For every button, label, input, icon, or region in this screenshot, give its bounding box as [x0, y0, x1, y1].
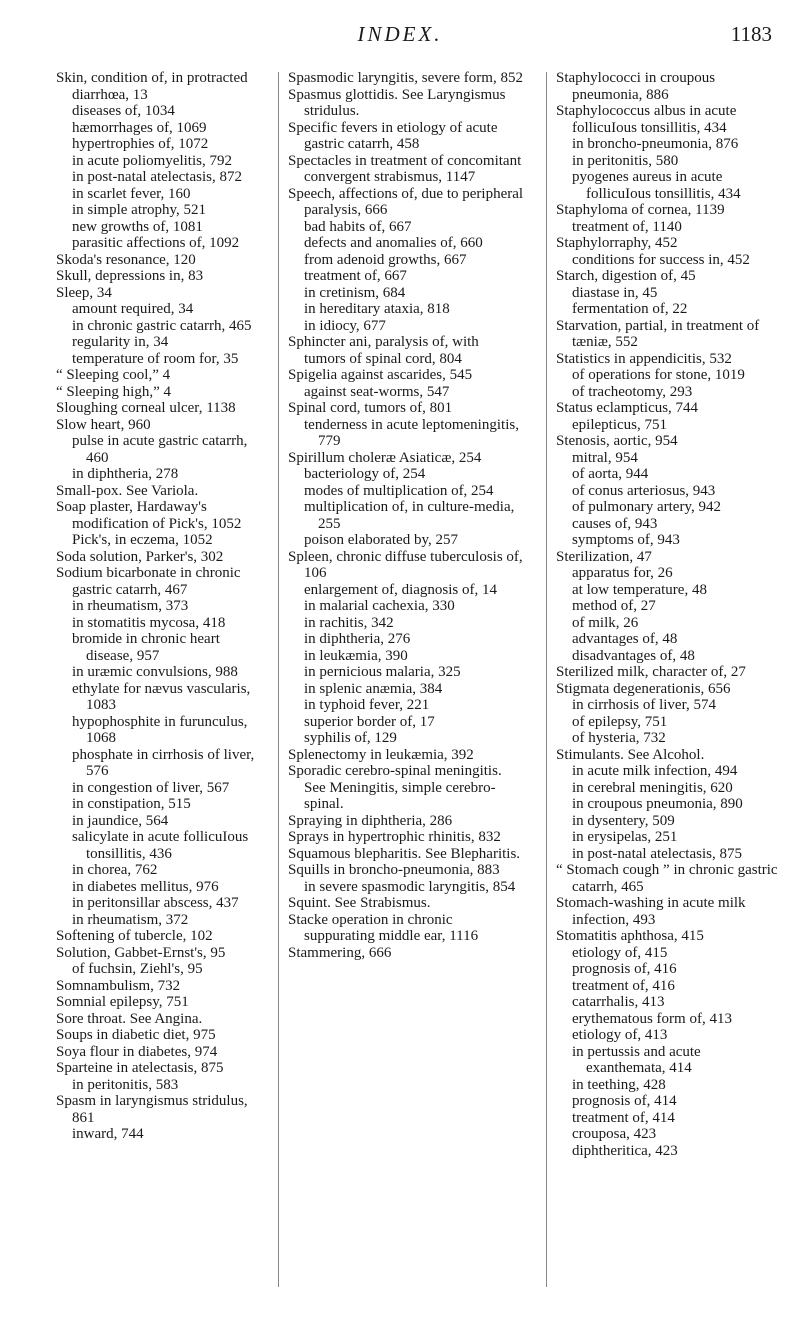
index-entry: Spectacles in treatment of concomitant convergent strabismus, 1147	[288, 152, 522, 185]
index-subentry: in cerebral meningitis, 620	[572, 779, 733, 796]
index-subentry: enlargement of, diagnosis of, 14	[304, 581, 498, 598]
index-entry: Sleep, 34	[56, 284, 112, 301]
index-subentry: in hereditary ataxia, 818	[304, 301, 450, 317]
index-subentry: method of, 27	[572, 598, 656, 614]
index-subentry: in simple atrophy, 521	[72, 202, 207, 218]
index-entry: Squint. See Strabismus.	[288, 895, 431, 911]
index-entry: Skin, condition of, in protracted diarrhœa, 13	[56, 70, 248, 103]
index-subentry: treatment of, 667	[304, 268, 407, 284]
index-subentry: inward, 744	[72, 1126, 144, 1142]
index-subentry: in diphtheria, 276	[304, 631, 411, 647]
index-subentry: from adenoid growths, 667	[304, 251, 467, 268]
index-subentry: in croupous pneumonia, 890	[572, 796, 743, 812]
index-entry: Skull, depressions in, 83	[56, 268, 204, 284]
index-subentry: of tracheotomy, 293	[572, 383, 693, 400]
index-subentry: in teething, 428	[572, 1076, 666, 1093]
index-subentry: defects and anomalies of, 660	[304, 235, 483, 251]
index-entry: Status eclampticus, 744	[556, 400, 699, 416]
index-subentry: of aorta, 944	[572, 466, 649, 482]
index-entry: Squills in broncho-pneumonia, 883	[288, 862, 500, 878]
index-subentry: apparatus for, 26	[572, 565, 673, 581]
index-entry: Sterilized milk, character of, 27	[556, 664, 746, 680]
index-subentry: in diabetes mellitus, 976	[72, 878, 219, 895]
index-subentry: in peritonitis, 583	[72, 1076, 179, 1093]
index-entry: Statistics in appendicitis, 532	[556, 350, 732, 367]
index-subentry: in chronic gastric catarrh, 465	[72, 317, 252, 334]
index-subentry: in constipation, 515	[72, 796, 191, 812]
index-subentry: in post-natal atelectasis, 872	[72, 169, 242, 185]
index-subentry: hypophosphite in furunculus, 1068	[72, 713, 248, 746]
index-entry: Splenectomy in leukæmia, 392	[288, 746, 474, 763]
index-entry: Stammering, 666	[288, 944, 392, 961]
index-subentry: salicylate in acute follicuIous tonsillitis, 436	[72, 829, 249, 862]
index-subentry: new growths of, 1081	[72, 218, 203, 235]
index-entry: Staphylococcus albus in acute follicuIous tonsillitis, 434	[556, 103, 737, 136]
index-subentry: in scarlet fever, 160	[72, 185, 191, 202]
index-subentry: catarrhalis, 413	[572, 994, 665, 1010]
index-subentry: mitral, 954	[572, 449, 638, 466]
index-subentry: of fuchsin, Ziehl's, 95	[72, 961, 203, 977]
index-entry: Specific fevers in etiology of acute gastric catarrh, 458	[288, 119, 498, 152]
index-subentry: of pulmonary artery, 942	[572, 499, 721, 515]
index-entry: Somnambulism, 732	[56, 977, 181, 994]
index-entry: Spigelia against ascarides, 545	[288, 367, 473, 383]
index-subentry: in cirrhosis of liver, 574	[572, 697, 716, 713]
index-entry: Sprays in hypertrophic rhinitis, 832	[288, 829, 501, 845]
index-entry: Stomatitis aphthosa, 415	[556, 928, 704, 944]
index-entry: Sore throat. See Angina.	[56, 1010, 203, 1027]
index-entry: Solution, Gabbet-Ernst's, 95	[56, 944, 226, 961]
index-subentry: in dysentery, 509	[572, 812, 675, 829]
index-column-2	[288, 70, 524, 961]
index-entry: Spasmus glottidis. See Laryngismus stridulus.	[288, 86, 506, 119]
index-subentry: in typhoid fever, 221	[304, 697, 430, 713]
index-subentry: in splenic anæmia, 384	[304, 680, 443, 697]
index-subentry: in stomatitis mycosa, 418	[72, 614, 226, 631]
index-subentry: at low temperature, 48	[572, 581, 707, 598]
index-entry: “ Sleeping cool,” 4	[56, 367, 171, 383]
index-subentry: treatment of, 416	[572, 977, 675, 994]
index-entry: Spleen, chronic diffuse tuberculosis of, 106	[288, 548, 523, 581]
index-entry: Stenosis, aortic, 954	[556, 433, 678, 449]
index-entry: Speech, affections of, due to peripheral paralysis, 666	[288, 185, 524, 218]
index-entry: Spraying in diphtheria, 286	[288, 812, 453, 829]
index-subentry: syphilis of, 129	[304, 730, 397, 746]
index-subentry: diastase in, 45	[572, 284, 658, 301]
index-subentry: superior border of, 17	[304, 713, 435, 730]
index-subentry: diphtheritica, 423	[572, 1142, 678, 1159]
index-subentry: treatment of, 414	[572, 1109, 675, 1126]
page-header	[0, 22, 800, 62]
index-entry: Skoda's resonance, 120	[56, 251, 196, 268]
index-subentry: in cretinism, 684	[304, 284, 406, 301]
index-subentry: fermentation of, 22	[572, 301, 688, 317]
index-entry: Sporadic cerebro-spinal meningitis. See Meningitis, simple cerebro-spinal.	[288, 763, 502, 812]
index-subentry: etiology of, 413	[572, 1027, 668, 1043]
index-subentry: in acute poliomyelitis, 792	[72, 152, 232, 169]
index-entry: Softening of tubercle, 102	[56, 928, 213, 944]
index-entry: Staphylococci in croupous pneumonia, 886	[556, 70, 716, 103]
index-entry: Sloughing corneal ulcer, 1138	[56, 400, 236, 416]
index-column-3	[556, 70, 778, 1159]
index-subentry: in rheumatism, 373	[72, 598, 189, 614]
index-entry: Spasmodic laryngitis, severe form, 852	[288, 70, 523, 86]
index-entry: Soups in diabetic diet, 975	[56, 1027, 216, 1043]
index-subentry: in broncho-pneumonia, 876	[572, 136, 739, 152]
index-subentry: disadvantages of, 48	[572, 647, 695, 664]
index-entry: Stigmata degenerationis, 656	[556, 680, 731, 697]
index-subentry: parasitic affections of, 1092	[72, 235, 240, 251]
index-entry: “ Stomach cough ” in chronic gastric catarrh, 465	[556, 862, 778, 895]
index-subentry: crouposa, 423	[572, 1126, 657, 1142]
index-entry: Starch, digestion of, 45	[556, 268, 696, 284]
index-entry: Spasm in laryngismus stridulus, 861	[56, 1093, 248, 1126]
index-subentry: amount required, 34	[72, 301, 194, 317]
index-entry: Soya flour in diabetes, 974	[56, 1043, 218, 1060]
index-entry: Sphincter ani, paralysis of, with tumors of spinal cord, 804	[288, 334, 479, 367]
index-subentry: causes of, 943	[572, 515, 658, 532]
index-subentry: in pernicious malaria, 325	[304, 664, 461, 680]
index-entry: Sterilization, 47	[556, 548, 652, 565]
index-subentry: in idiocy, 677	[304, 317, 386, 334]
index-subentry: bacteriology of, 254	[304, 466, 426, 482]
index-subentry: diseases of, 1034	[72, 103, 175, 119]
index-entry: Slow heart, 960	[56, 416, 151, 433]
index-subentry: in post-natal atelectasis, 875	[572, 845, 742, 862]
index-entry: Stomach-washing in acute milk infection, 493	[556, 895, 746, 928]
index-subentry: in rheumatism, 372	[72, 911, 189, 928]
index-entry: Soda solution, Parker's, 302	[56, 548, 224, 565]
index-subentry: in erysipelas, 251	[572, 829, 678, 845]
index-subentry: pulse in acute gastric catarrh, 460	[72, 433, 248, 466]
index-subentry: modes of multiplication of, 254	[304, 482, 494, 499]
index-column-1	[56, 70, 256, 1143]
index-subentry: in peritonitis, 580	[572, 152, 679, 169]
index-subentry: in jaundice, 564	[72, 812, 169, 829]
index-entry: Stimulants. See Alcohol.	[556, 746, 705, 763]
index-subentry: of hysteria, 732	[572, 730, 666, 746]
index-subentry: in peritonsillar abscess, 437	[72, 895, 239, 911]
index-subentry: ethylate for nævus vascularis, 1083	[72, 680, 251, 713]
index-subentry: phosphate in cirrhosis of liver, 576	[72, 746, 255, 779]
index-subentry: in acute milk infection, 494	[572, 763, 738, 779]
index-entry: Soap plaster, Hardaway's modification of Pick's, 1052	[56, 499, 242, 532]
index-subentry: in diphtheria, 278	[72, 466, 179, 482]
index-entry: Squamous blepharitis. See Blepharitis.	[288, 845, 521, 862]
index-entry: Sodium bicarbonate in chronic gastric catarrh, 467	[56, 565, 241, 598]
column-divider	[546, 72, 547, 1287]
index-subentry: against seat-worms, 547	[304, 383, 450, 400]
index-subentry: hypertrophies of, 1072	[72, 136, 209, 152]
index-subentry: bromide in chronic heart disease, 957	[72, 631, 220, 664]
index-subentry: poison elaborated by, 257	[304, 532, 458, 548]
index-subentry: of epilepsy, 751	[572, 713, 668, 730]
index-subentry: in severe spasmodic laryngitis, 854	[304, 878, 516, 895]
index-entry: Staphylorraphy, 452	[556, 235, 678, 251]
index-subentry: temperature of room for, 35	[72, 350, 239, 367]
index-entry: “ Sleeping high,” 4	[56, 383, 171, 400]
index-subentry: treatment of, 1140	[572, 218, 682, 235]
index-subentry: multiplication of, in culture-media, 255	[304, 499, 515, 532]
index-entry: Spinal cord, tumors of, 801	[288, 400, 453, 416]
index-entry: Somnial epilepsy, 751	[56, 994, 189, 1010]
index-subentry: regularity in, 34	[72, 334, 169, 350]
index-subentry: of conus arteriosus, 943	[572, 482, 716, 499]
index-entry: Staphyloma of cornea, 1139	[556, 202, 725, 218]
index-subentry: etiology of, 415	[572, 944, 668, 961]
index-subentry: in uræmic convulsions, 988	[72, 664, 238, 680]
index-entry: Sparteine in atelectasis, 875	[56, 1060, 224, 1076]
index-entry: Starvation, partial, in treatment of tæniæ, 552	[556, 317, 760, 350]
index-subentry: advantages of, 48	[572, 631, 678, 647]
index-subentry: erythematous form of, 413	[572, 1010, 732, 1027]
index-subentry: in malarial cachexia, 330	[304, 598, 455, 614]
index-subentry: in rachitis, 342	[304, 614, 394, 631]
column-divider	[278, 72, 279, 1287]
index-subentry: in congestion of liver, 567	[72, 779, 230, 796]
index-subentry: prognosis of, 414	[572, 1093, 677, 1109]
index-entry: Small-pox. See Variola.	[56, 482, 199, 499]
index-subentry: pyogenes aureus in acute follicuIous tonsillitis, 434	[572, 169, 741, 202]
index-subentry: in pertussis and acute exanthemata, 414	[572, 1043, 701, 1076]
running-title: INDEX.	[357, 22, 443, 46]
index-subentry: hæmorrhages of, 1069	[72, 119, 207, 136]
index-subentry: Pick's, in eczema, 1052	[72, 532, 213, 548]
index-entry: Stacke operation in chronic suppurating middle ear, 1116	[288, 911, 479, 944]
index-entry: Spirillum choleræ Asiaticæ, 254	[288, 449, 482, 466]
index-subentry: in chorea, 762	[72, 862, 158, 878]
index-subentry: prognosis of, 416	[572, 961, 677, 977]
page-number: 1183	[730, 22, 772, 46]
index-subentry: of milk, 26	[572, 614, 639, 631]
index-subentry: in leukæmia, 390	[304, 647, 408, 664]
index-subentry: tenderness in acute leptomeningitis, 779	[304, 416, 519, 449]
index-subentry: bad habits of, 667	[304, 218, 412, 235]
index-subentry: of operations for stone, 1019	[572, 367, 745, 383]
index-subentry: epilepticus, 751	[572, 416, 667, 433]
index-subentry: symptoms of, 943	[572, 532, 680, 548]
index-subentry: conditions for success in, 452	[572, 251, 750, 268]
